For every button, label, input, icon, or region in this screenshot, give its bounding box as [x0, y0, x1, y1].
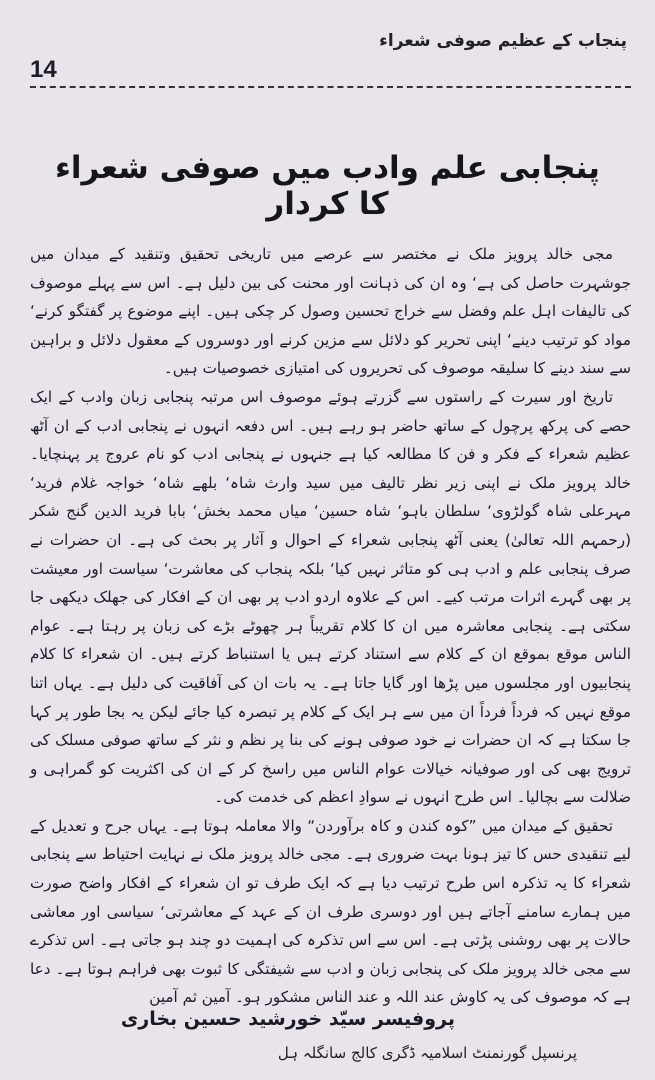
chapter-title: پنجابی علم وادب میں صوفی شعراء کا کردار: [55, 150, 600, 222]
page-number: 14: [30, 56, 57, 83]
paragraph-research: تحقیق کے میدان میں ”کوہ کندن و کاہ برآوردن“ والا معاملہ ہوتا ہے۔ یہاں جرح و تعدیل کے لیے تنقیدی حس کا تیز ہونا بہت ضروری ہے۔ مجی خالد پرویز ملک نے نہایت احتیاط سے پنجابی شعراء کا یہ تذکرہ اس طرح ترتیب دیا ہے کہ ایک طرف تو ان شعراء کے افکار واضح صورت میں ہمارے سامنے آجاتے ہیں اور دوسری طرف ان کے عہد کے معاشرتی‘ سیاسی اور معاشی حالات پر بھی روشنی پڑتی ہے۔ اس سے اس تذکرہ کی اہمیت دو چند ہو جاتی ہے۔ اس تذکرے سے مجی خالد پرویز ملک کی پنجابی زبان و ادب سے شیفتگی کا ثبوت بھی فراہم ہوتا ہے۔ دعا ہے کہ موصوف کی یہ کاوش عند اللہ و عند الناس مشکور ہو۔ آمین ثم آمین: [30, 816, 631, 1007]
paragraph-intro: مجی خالد پرویز ملک نے مختصر سے عرصے میں تاریخی تحقیق وتنقید کے میدان میں جوشہرت حاصل کی ہے‘ وہ ان کی ذہانت اور محنت کی بین دلیل ہے۔ اس سے پہلے موصوف کی تالیفات اہل علم وفضل سے خراج تحسین وصول کر چکی ہیں۔ اپنے موضوع پر گفتگو کرنے‘ مواد کو ترتیب دینے‘ اپنی تحریر کو دلائل سے مزین کرنے اور دوسروں کے معقول دلائل و براہین سے سند دینے کا سلیقہ موصوف کی تحریروں کی امتیازی خصوصیات ہیں۔: [30, 245, 631, 378]
paragraph-poets: تاریخ اور سیرت کے راستوں سے گزرتے ہوئے موصوف اس مرتبہ پنجابی زبان وادب کے ایک حصے کی پرکھ پرچول کے ساتھ حاضر ہو رہے ہیں۔ اس دفعہ انہوں نے پنجابی ادب کے ان آٹھ عظیم شعراء کے فکر و فن کا مطالعہ کیا ہے جنہوں نے پنجابی ادب کو نام عروج پر پہنچایا۔ خالد پرویز ملک نے اپنی زیر نظر تالیف میں سید وارث شاہ‘ بلھے شاہ‘ خواجہ غلام فرید‘ مہرعلی شاہ گولڑوی‘ سلطان باہو‘ شاہ حسین‘ میاں محمد بخش‘ بابا فرید الدین گنج شکر (رحمہم اللہ تعالیٰ) یعنی آٹھ پنجابی شعراء کے احوال و آثار پر بحث کی ہے۔ ان حضرات نے صرف پنجابی علم و ادب ہی کو متاثر نہیں کیا‘ بلکہ پنجاب کی معاشرت‘ سیاست اور معیشت پر بھی گہرے اثرات مرتب کیے۔ اس کے علاوہ اردو ادب پر بھی ان کے افکار کی جھلک دیکھی جا سکتی ہے۔ پنجابی معاشرہ میں ان کا کلام تقریباً ہر چھوٹے بڑے کی زبان پر رہتا ہے۔ عوام الناس موقع بموقع ان کے کلام سے استناد کرتے ہیں یا استنباط کرتے ہیں۔ ان شعراء کا کلام پنجابیوں اور مجلسوں میں پڑھا اور گایا جاتا ہے۔ یہ بات ان کی آفاقیت کی دلیل ہے۔ یہاں اتنا موقع نہیں کہ فرداً فرداً ان میں سے ہر ایک کے کلام پر تبصرہ کیا جائے لیکن یہ بجا طور پر کہا جا سکتا ہے کہ ان حضرات نے خود صوفی ہونے کی بنا پر نظم و نثر کے ساتھ صوفی مسلک کی ترویج بھی کی اور صوفیانہ خیالات عوام الناس میں راسخ کر کے ان کی اکثریت کو گمراہی و ضلالت سے بچالیا۔ اس طرح انہوں نے سوادِ اعظم کی خدمت کی۔: [30, 387, 631, 807]
author-designation: پرنسپل گورنمنٹ اسلامیہ ڈگری کالج سانگلہ ہل: [277, 1044, 577, 1062]
body-text: [30, 240, 631, 1012]
header-divider: [30, 86, 631, 88]
running-header-title: پنجاب کے عظیم صوفی شعراء: [379, 31, 627, 51]
author-signature-name: پروفیسر سیّد خورشید حسین بخاری: [120, 1008, 455, 1030]
